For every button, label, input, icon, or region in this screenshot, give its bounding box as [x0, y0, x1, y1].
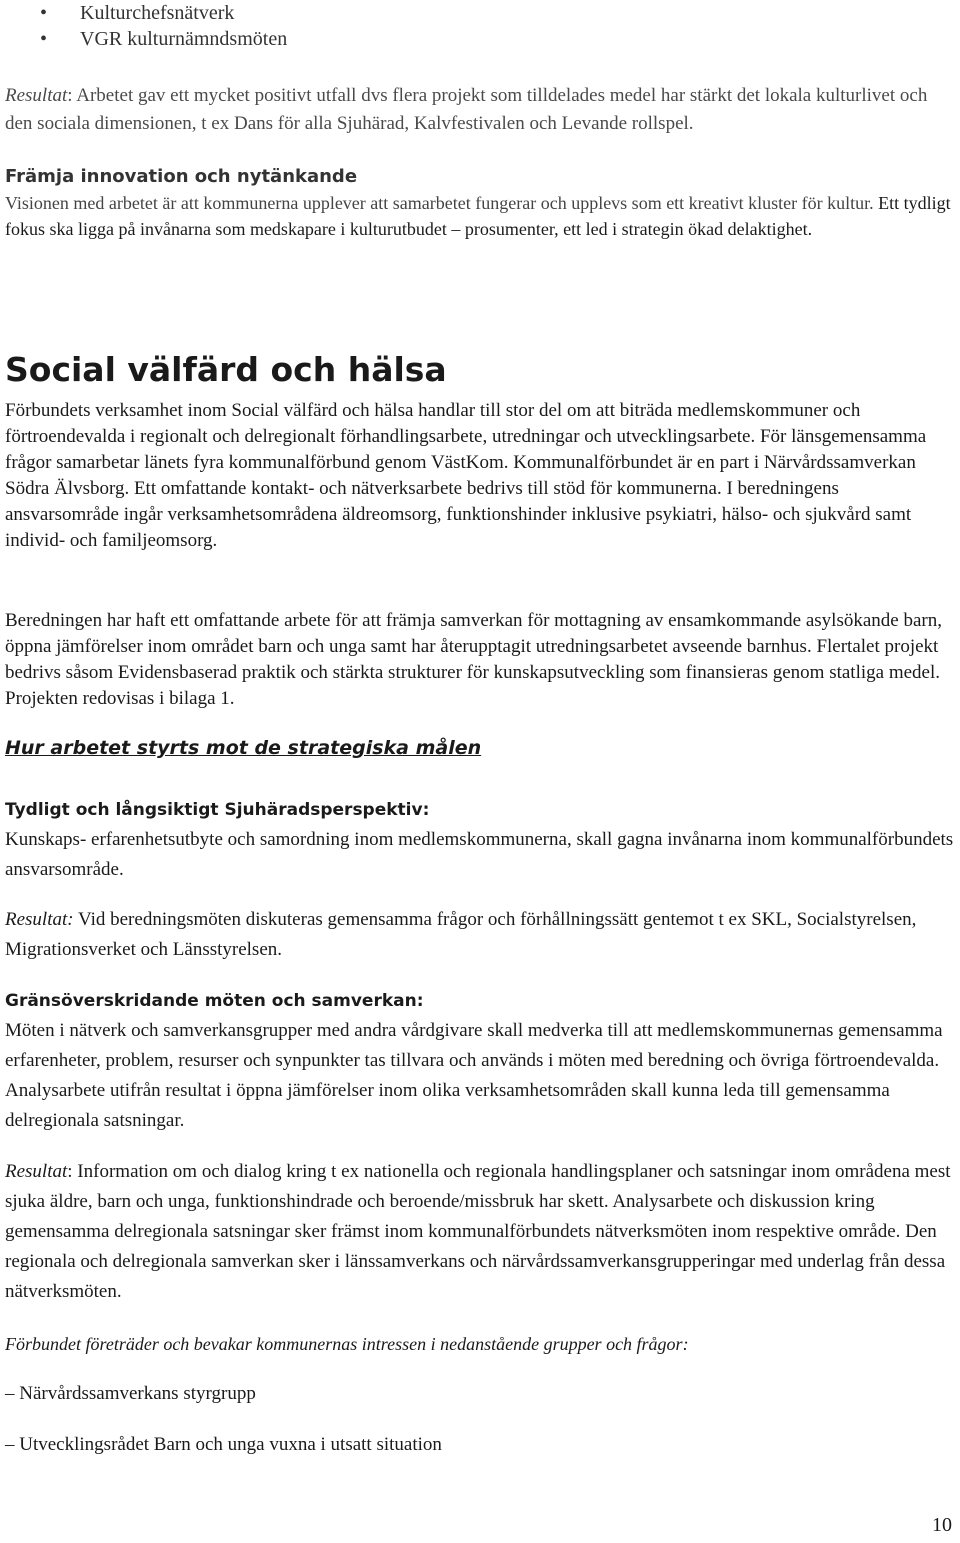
innovation-text-b: Ett tydligt fokus ska ligga på invånarna som medskapare i kulturutbudet – prosumenter, ett led i strategin ökad delaktighet.: [5, 193, 951, 239]
section-title: Social välfärd och hälsa: [5, 350, 447, 389]
innovation-heading: Främja innovation och nytänkande: [5, 166, 358, 187]
group-item: – Utvecklingsrådet Barn och unga vuxna i utsatt situation: [5, 1434, 442, 1455]
goal-1-text: Kunskaps- erfarenhetsutbyte och samordning inom medlemskommunerna, skall gagna invånarna inom kommunalförbundets ansvarsområde.: [5, 829, 954, 880]
result-label: Resultat: [5, 1161, 68, 1182]
goal-2-heading: Gränsöverskridande möten och samverkan:: [5, 991, 424, 1011]
goal-1-heading: Tydligt och långsiktigt Sjuhäradsperspektiv:: [5, 800, 430, 820]
result-text: Vid beredningsmöten diskuteras gemensamma frågor och förhållningssätt gentemot t ex SKL, Socialstyrelsen, Migrationsverket och Länsstyrelsen.: [5, 909, 917, 960]
strategy-heading: Hur arbetet styrts mot de strategiska målen: [5, 737, 482, 759]
list-item: • Kulturchefsnätverk: [40, 2, 235, 24]
result-text: : Information om och dialog kring t ex nationella och regionala handlingsplaner och satsningar inom områdena mest sjuka äldre, barn och unga, funktionshindrade och beroende/missbruk har skett. Analysarbete och diskussion kring gemensamma delregionala satsningar sker främst inom kommunalförbundets nätverksmöten inom respektive område. Den regionala och delregionala samverkan sker i länssamverkans och närvårdssamverkansgrupperingar med underlag från dessa nätverksmöten.: [5, 1161, 951, 1302]
result-label: Resultat:: [5, 909, 74, 930]
bullet-icon: •: [40, 28, 48, 50]
goal-1: [5, 795, 955, 885]
innovation-block: [5, 163, 955, 242]
section-paragraph-1: Förbundets verksamhet inom Social välfärd och hälsa handlar till stor del om att biträda medlemskommuner och förtroendevalda i regionalt och delregionalt förhandlingsarbete, utredningar och utvecklingsarbete. För länsgemensamma frågor samarbetar länets fyra kommunalförbund genom VästKom. Kommunalförbundet är en part i Närvårdssamverkan Södra Älvsborg. Ett omfattande kontakt- och nätverksarbete bedrivs till stöd för kommunerna. I beredningens ansvarsområde ingår verksamhetsområdena äldreomsorg, funktionshinder inklusive psykiatri, hälso- och sjukvård samt individ- och familjeomsorg.: [5, 400, 927, 551]
interests-intro: Förbundet företräder och bevakar kommunernas intressen i nedanstående grupper och frågor:: [5, 1334, 689, 1354]
culture-result-paragraph: [5, 82, 955, 138]
innovation-text-a: Visionen med arbetet är att kommunerna upplever att samarbetet fungerar och upplevs som ett kreativt kluster för kultur.: [5, 193, 874, 213]
bullet-list: [0, 0, 287, 52]
result-text: : Arbetet gav ett mycket positivt utfall dvs flera projekt som tilldelades medel har stärkt det lokala kulturlivet och den sociala dimensionen, t ex Dans för alla Sjuhärad, Kalvfestivalen och Levande rollspel.: [5, 85, 928, 134]
page-number: 10: [932, 1514, 952, 1536]
goal-2-result: [5, 1157, 955, 1307]
goal-2: [5, 986, 955, 1136]
bullet-icon: •: [40, 2, 48, 24]
goal-2-text: Möten i nätverk och samverkansgrupper med andra vårdgivare skall medverka till att medlemskommunernas gemensamma erfarenheter, problem, resurser och synpunkter tas tillvara och används i möten med beredning och övriga förtroendevalda. Analysarbete utifrån resultat i öppna jämförelser inom olika verksamhetsområden skall kunna leda till gemensamma delregionala satsningar.: [5, 1020, 943, 1131]
group-item: – Närvårdssamverkans styrgrupp: [5, 1383, 256, 1404]
goal-1-result: [5, 905, 955, 965]
list-item: • VGR kulturnämndsmöten: [40, 28, 288, 50]
section-paragraph-2: Beredningen har haft ett omfattande arbete för att främja samverkan för mottagning av ensamkommande asylsökande barn, öppna jämförelser inom området barn och unga samt har återupptagit utredningsarbetet avseende barnhus. Flertalet projekt bedrivs såsom Evidensbaserad praktik och stärkta strukturer för kunskapsutveckling som finansieras genom statliga medel. Projekten redovisas i bilaga 1.: [5, 610, 942, 709]
result-label: Resultat: [5, 85, 68, 106]
